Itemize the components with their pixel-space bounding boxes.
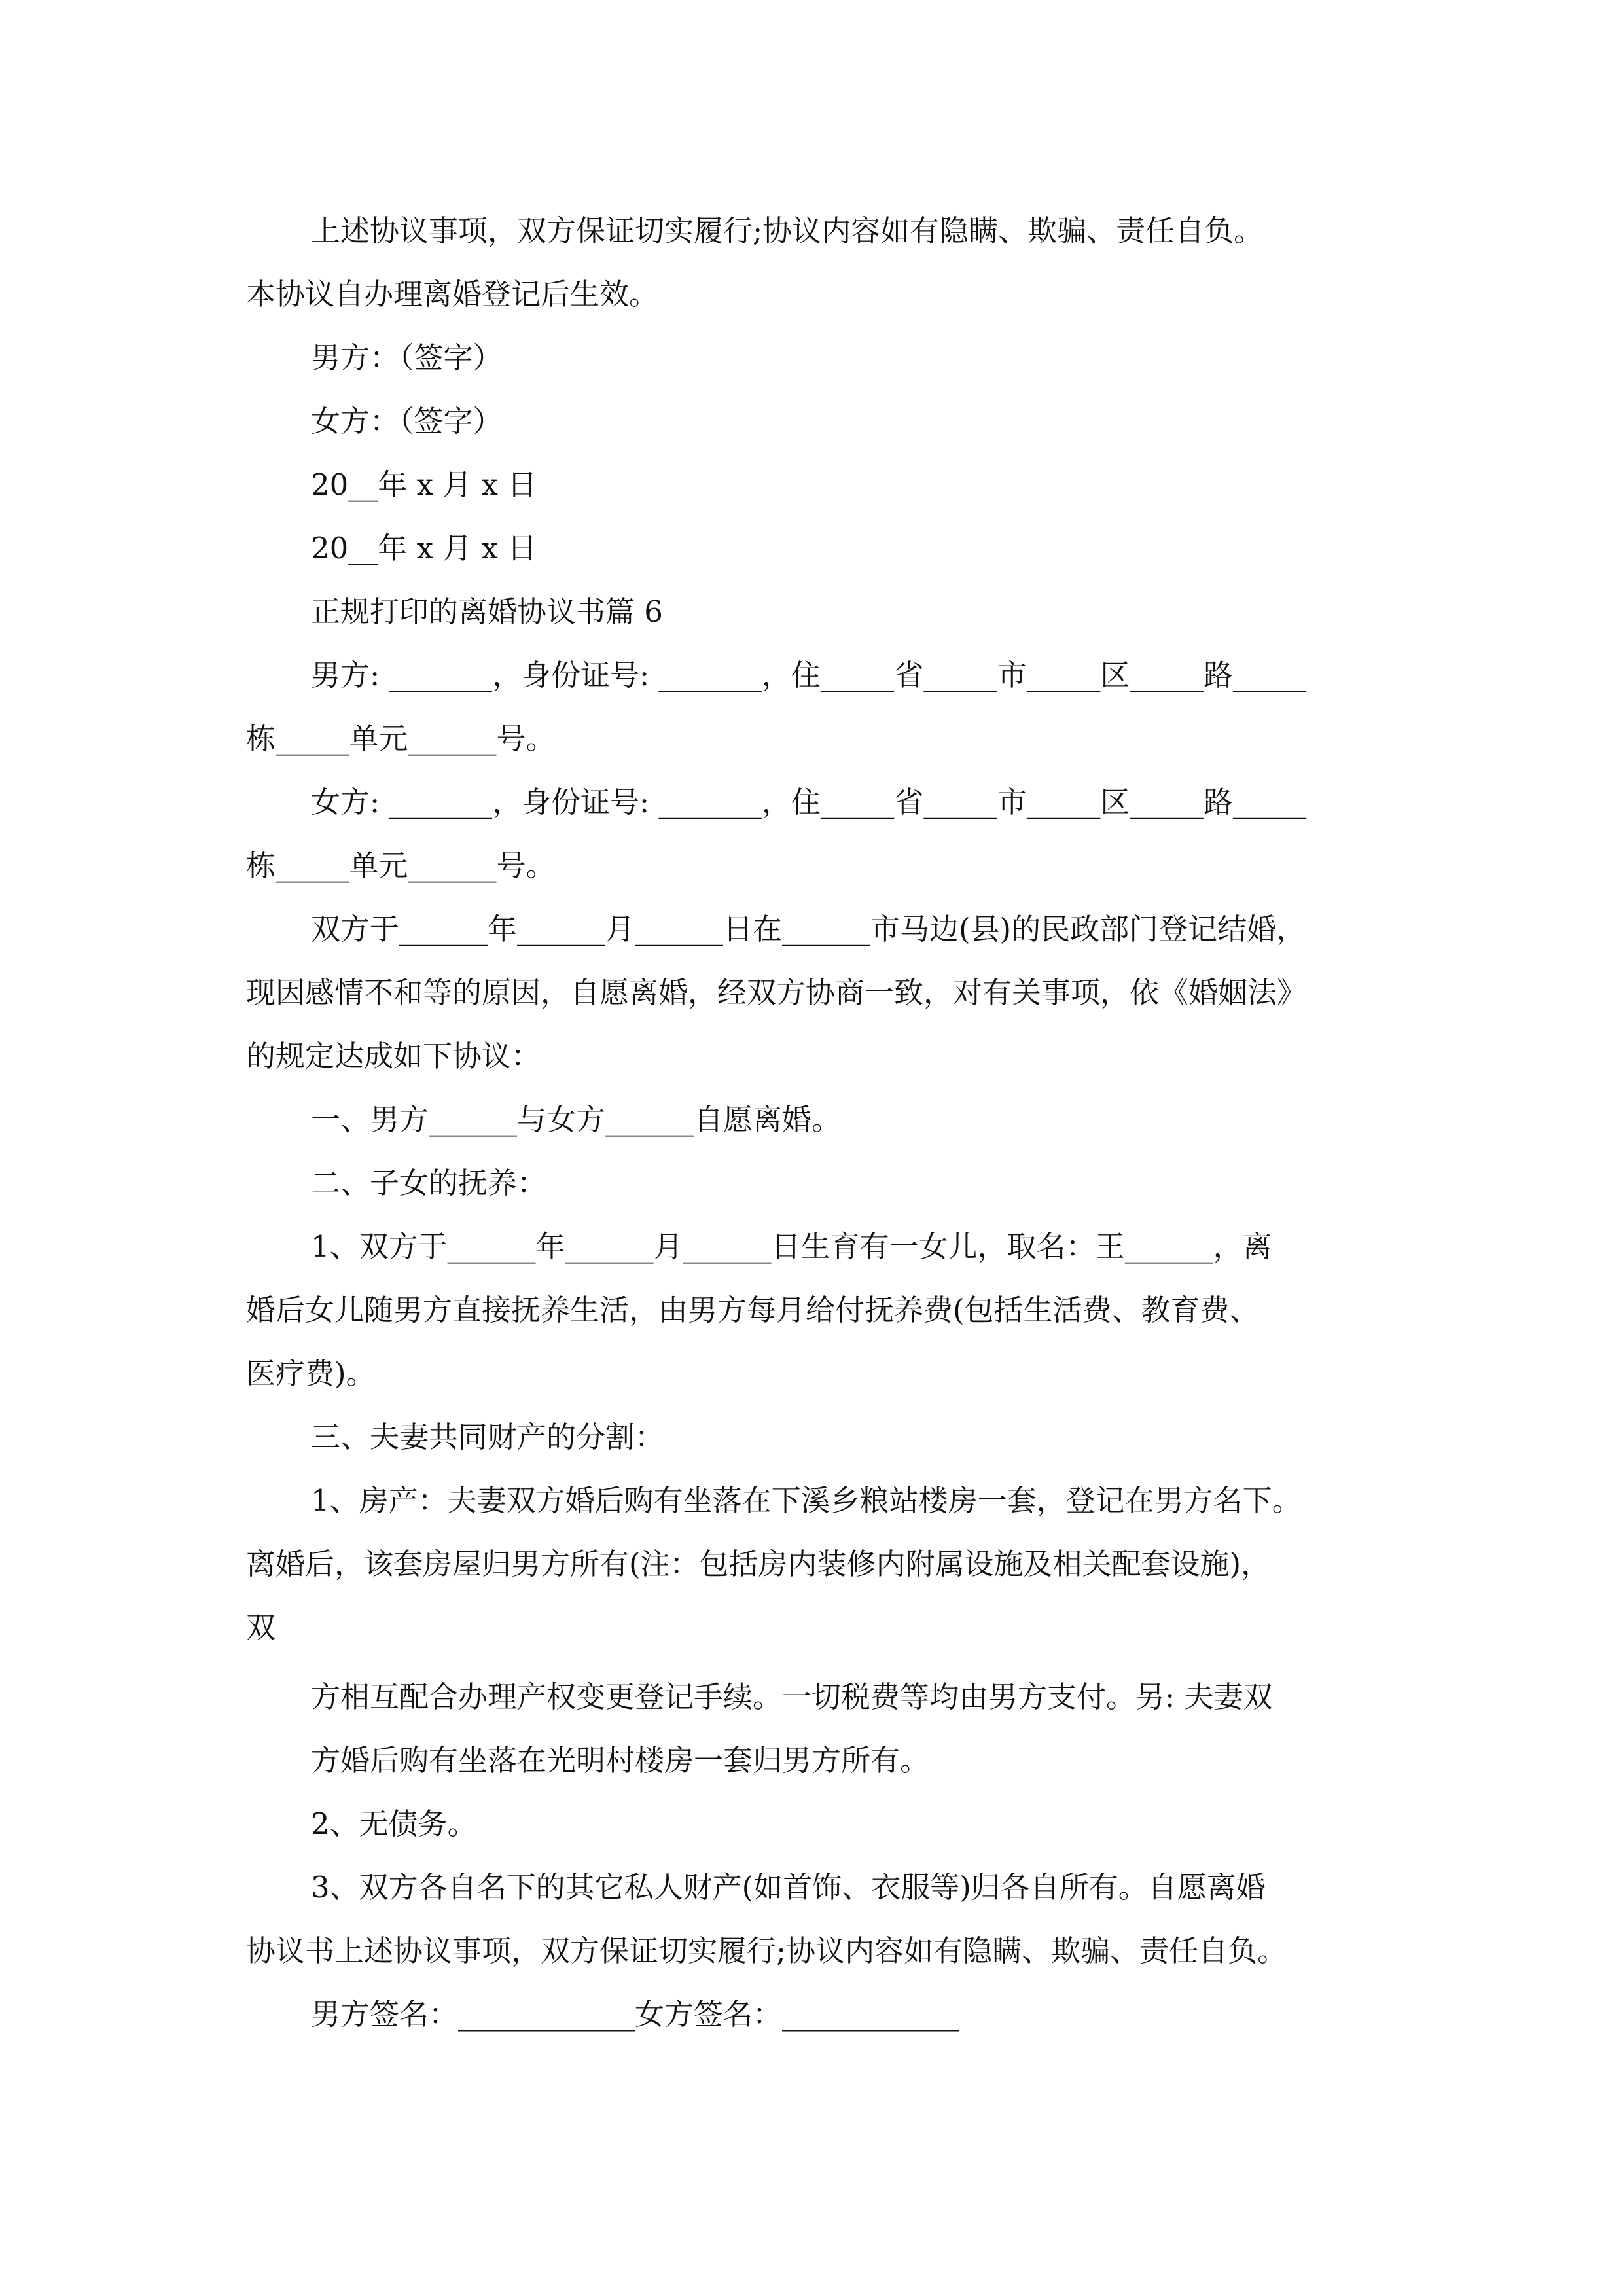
paragraph-line: 上述协议事项，双方保证切实履行;协议内容如有隐瞒、欺骗、责任自负。 [311,213,1264,248]
husband-signature-line: 男方：（签字） [311,340,503,375]
paragraph-line: 现因感情不和等的原因，自愿离婚，经双方协商一致，对有关事项，依《婚姻法》 [246,975,1307,1010]
paragraph-line: 婚后女儿随男方直接抚养生活，由男方每月给付抚养费(包括生活费、教育费、 [246,1293,1259,1327]
signature-line: 男方签名：____________女方签名：____________ [311,1997,959,2032]
clause-line: 1、房产：夫妻双方婚后购有坐落在下溪乡粮站楼房一套，登记在男方名下。 [311,1483,1302,1518]
husband-info-line: 男方: _______，身份证号: _______，住_____省_____市_____区_____路_____ [311,658,1307,692]
paragraph-line: 本协议自办理离婚登记后生效。 [246,277,659,312]
section-title: 正规打印的离婚协议书篇 6 [311,594,663,629]
paragraph-line: 协议书上述协议事项，双方保证切实履行;协议内容如有隐瞒、欺骗、责任自负。 [246,1933,1287,1968]
paragraph-line: 的规定达成如下协议： [246,1039,541,1073]
clause-line: 3、双方各自名下的其它私人财产(如首饰、衣服等)归各自所有。自愿离婚 [311,1870,1266,1905]
clause-heading: 三、夫妻共同财产的分割： [311,1420,665,1454]
clause-heading: 二、子女的抚养： [311,1166,547,1200]
paragraph-line: 方婚后购有坐落在光明村楼房一套归男方所有。 [311,1743,930,1778]
paragraph-line: 双方于______年______月______日在______市马边(县)的民政部门登记结婚， [311,912,1306,946]
paragraph-line: 双 [246,1610,276,1645]
paragraph-line: 离婚后，该套房屋归男方所有(注：包括房内装修内附属设施及相关配套设施)， [246,1547,1271,1581]
paragraph-line: 方相互配合办理产权变更登记手续。一切税费等均由男方支付。另: 夫妻双 [311,1679,1273,1714]
wife-info-line: 女方: _______，身份证号: _______，住_____省_____市_____区_____路_____ [311,785,1307,819]
date-line: 20__年 x 月 x 日 [311,467,537,502]
wife-address-line: 栋_____单元______号。 [246,848,556,883]
paragraph-line: 医疗费)。 [246,1356,376,1391]
husband-address-line: 栋_____单元______号。 [246,721,556,756]
wife-signature-line: 女方：（签字） [311,404,503,439]
clause-line: 2、无债务。 [311,1806,477,1841]
clause-line: 一、男方______与女方______自愿离婚。 [311,1102,842,1137]
date-line: 20__年 x 月 x 日 [311,531,537,565]
clause-line: 1、双方于______年______月______日生育有一女儿，取名：王______，离 [311,1229,1272,1264]
